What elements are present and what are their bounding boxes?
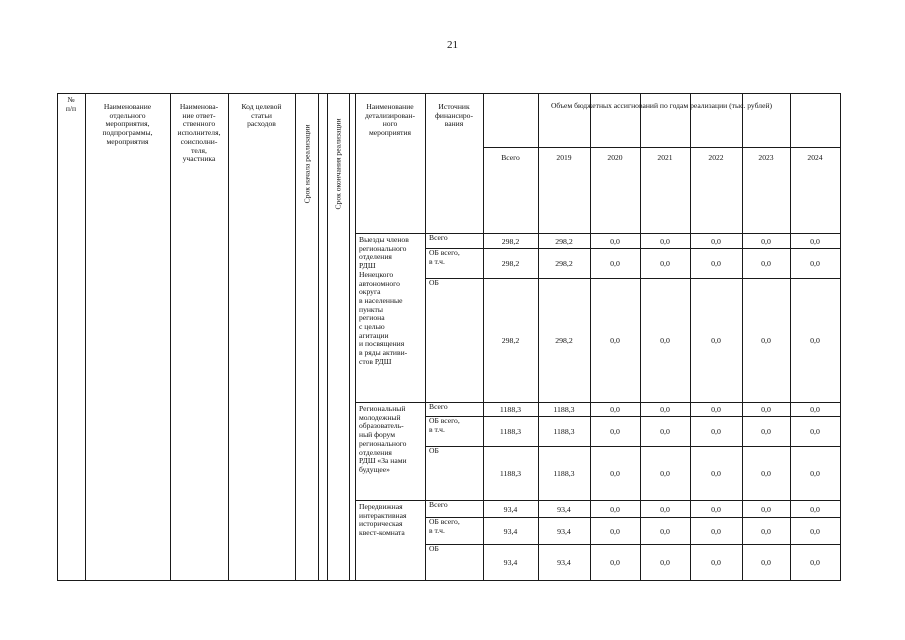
table-column-border — [57, 93, 58, 581]
budget-value: 1188,3 — [553, 427, 575, 436]
measure-name: РДШ «За нами — [359, 456, 407, 466]
measure-name: в ряды активи- — [359, 348, 408, 358]
measure-name: квест-комната — [359, 528, 405, 538]
table-row-border — [425, 446, 841, 447]
budget-value: 0,0 — [610, 526, 620, 536]
budget-value: 0,0 — [810, 504, 820, 514]
budget-value: 0,0 — [711, 469, 721, 478]
budget-value: 93,4 — [503, 504, 518, 514]
header-funding-source: финансиро- — [434, 110, 474, 120]
budget-value: 93,4 — [557, 558, 571, 567]
budget-value: 0,0 — [660, 469, 670, 478]
budget-value: 0,0 — [761, 526, 771, 536]
table-row-border — [57, 580, 841, 581]
table-row-border — [483, 147, 841, 148]
budget-value: 0,0 — [610, 336, 620, 345]
header-responsible: теля, — [191, 145, 207, 155]
measure-name: отделения — [359, 447, 392, 457]
budget-value: 0,0 — [810, 469, 820, 478]
measure-name: пункты — [359, 304, 383, 314]
budget-value: 298,2 — [501, 336, 520, 345]
budget-value: 0,0 — [660, 427, 670, 436]
budget-value: 0,0 — [711, 405, 721, 414]
table-row-border — [355, 500, 841, 501]
budget-value: 298,2 — [501, 259, 520, 268]
table-column-border — [295, 93, 296, 581]
header-detail-name: детализирован- — [364, 110, 416, 120]
header-responsible: участника — [182, 154, 216, 164]
funding-source: в т.ч. — [429, 424, 445, 434]
budget-value: 0,0 — [761, 259, 771, 268]
budget-value: 0,0 — [761, 405, 771, 414]
table-row-border — [425, 544, 841, 545]
budget-value: 93,4 — [557, 526, 571, 536]
page-number: 21 — [447, 39, 458, 51]
header-year: Всего — [501, 153, 520, 162]
funding-source: в т.ч. — [429, 256, 445, 266]
budget-value: 0,0 — [610, 427, 620, 436]
budget-value: 1188,3 — [499, 405, 522, 414]
funding-source: Всего — [429, 402, 448, 411]
table-row-border — [355, 402, 841, 403]
funding-source: Всего — [429, 233, 448, 242]
budget-value: 0,0 — [761, 558, 771, 567]
budget-value: 0,0 — [610, 558, 620, 567]
header-measure-name: мероприятия — [106, 136, 149, 146]
budget-value: 0,0 — [610, 236, 620, 246]
budget-value: 0,0 — [810, 236, 820, 246]
measure-name: ный форум — [359, 430, 396, 440]
funding-source: ОБ — [429, 446, 439, 455]
budget-value: 0,0 — [810, 427, 820, 436]
budget-value: 0,0 — [660, 526, 670, 536]
budget-value: 1188,3 — [553, 469, 575, 478]
budget-value: 0,0 — [810, 405, 820, 414]
table-row-border — [425, 248, 841, 249]
budget-value: 0,0 — [660, 259, 670, 268]
budget-value: 93,4 — [503, 526, 518, 536]
measure-name: Передвижная — [359, 502, 403, 511]
header-responsible: соисполни- — [180, 136, 218, 146]
budget-value: 1188,3 — [499, 427, 522, 436]
budget-value: 0,0 — [660, 236, 670, 246]
header-year: 2019 — [556, 153, 572, 162]
measure-name: молодежный — [359, 412, 401, 422]
budget-value: 0,0 — [711, 236, 721, 246]
funding-source: ОБ всего, — [429, 248, 460, 257]
budget-value: 0,0 — [761, 236, 771, 246]
table-column-border — [170, 93, 171, 581]
measure-name: округа — [359, 287, 381, 297]
measure-name: историческая — [359, 519, 403, 529]
table-column-border — [85, 93, 86, 581]
budget-value: 0,0 — [711, 336, 721, 345]
budget-value: 0,0 — [761, 504, 771, 514]
header-target-code: расходов — [247, 119, 276, 129]
table-row-border — [425, 278, 841, 279]
header-target-code: Код целевой — [241, 102, 282, 111]
budget-value: 0,0 — [610, 469, 620, 478]
header-measure-name: Наименование — [103, 102, 152, 111]
measure-name: автономного — [359, 278, 400, 288]
budget-value: 0,0 — [711, 558, 721, 567]
measure-name: образователь- — [359, 421, 404, 431]
budget-value: 93,4 — [503, 558, 518, 567]
header-no: п/п — [65, 103, 77, 113]
budget-value: 0,0 — [610, 504, 620, 514]
budget-value: 0,0 — [660, 504, 670, 514]
header-responsible: Наименова- — [179, 102, 219, 111]
funding-source: ОБ — [429, 544, 439, 553]
header-end-date: Срок окончания реализации — [333, 118, 343, 210]
budget-value: 0,0 — [810, 558, 820, 567]
funding-source: в т.ч. — [429, 525, 445, 535]
budget-value: 298,2 — [555, 236, 573, 246]
header-year: 2023 — [758, 153, 774, 162]
table-column-border — [318, 93, 319, 581]
measure-name: в населенные — [359, 295, 403, 305]
header-year: 2022 — [708, 153, 724, 162]
header-detail-name: ного — [382, 119, 398, 129]
measure-name: Ненецкого — [359, 269, 394, 279]
header-no: № — [67, 95, 75, 104]
table-column-border — [355, 93, 356, 581]
header-measure-name: отдельного — [109, 110, 146, 120]
table-column-border — [349, 93, 350, 581]
budget-value: 0,0 — [711, 504, 721, 514]
budget-value: 0,0 — [610, 405, 620, 414]
budget-value: 298,2 — [555, 259, 573, 268]
budget-value: 0,0 — [711, 427, 721, 436]
table-row-border — [355, 233, 841, 234]
measure-name: интерактивная — [359, 510, 407, 520]
funding-source: ОБ всего, — [429, 517, 460, 526]
budget-value: 0,0 — [711, 526, 721, 536]
budget-value: 0,0 — [610, 259, 620, 268]
measure-name: региона — [359, 313, 385, 323]
measure-name: РДШ — [359, 261, 376, 271]
budget-value: 298,2 — [555, 336, 573, 345]
header-funding-source: вания — [444, 119, 464, 129]
measure-name: Региональный — [359, 404, 406, 413]
funding-source: ОБ всего, — [429, 416, 460, 425]
table-row-border — [57, 93, 841, 94]
table-column-border — [425, 93, 426, 581]
measure-name: Выезды членов — [359, 235, 409, 244]
funding-source: ОБ — [429, 278, 439, 287]
budget-value: 0,0 — [761, 469, 771, 478]
measure-name: и посвящения — [359, 339, 405, 349]
table-column-border — [327, 93, 328, 581]
budget-value: 93,4 — [557, 504, 571, 514]
header-year: 2020 — [607, 153, 623, 162]
budget-value: 0,0 — [810, 526, 820, 536]
header-budget-title: Объем бюджетных ассигнований по годам реализации (тыс. рублей) — [550, 101, 773, 110]
measure-name: агитации — [359, 330, 389, 340]
header-funding-source: Источник — [438, 102, 470, 111]
measure-name: будущее» — [359, 464, 390, 474]
table-column-border — [840, 93, 841, 581]
measure-name: отделения — [359, 252, 392, 262]
funding-source: Всего — [429, 500, 448, 509]
budget-value: 1188,3 — [499, 469, 522, 478]
budget-value: 0,0 — [711, 259, 721, 268]
table-row-border — [425, 416, 841, 417]
measure-name: регионального — [359, 243, 407, 253]
budget-value: 0,0 — [810, 336, 820, 345]
header-detail-name: Наименование — [366, 102, 414, 111]
header-year: 2024 — [807, 153, 823, 162]
budget-value: 0,0 — [660, 405, 670, 414]
budget-value: 1188,3 — [553, 405, 575, 414]
budget-value: 298,2 — [501, 236, 520, 246]
header-responsible: ние ответ- — [182, 110, 216, 120]
header-start-date: Срок начала реализации — [302, 124, 312, 204]
measure-name: регионального — [359, 438, 407, 448]
measure-name: стов РДШ — [359, 356, 392, 366]
budget-value: 0,0 — [761, 427, 771, 436]
table-row-border — [425, 517, 841, 518]
budget-value: 0,0 — [761, 336, 771, 345]
measure-name: с целью — [359, 322, 385, 331]
header-year: 2021 — [657, 153, 673, 162]
header-detail-name: мероприятия — [368, 128, 412, 138]
budget-value: 0,0 — [660, 336, 670, 345]
header-responsible: исполнителя, — [177, 128, 221, 138]
table-column-border — [228, 93, 229, 581]
header-measure-name: подпрограммы, — [102, 128, 153, 138]
budget-value: 0,0 — [660, 558, 670, 567]
header-responsible: ственного — [182, 119, 216, 129]
budget-value: 0,0 — [810, 259, 820, 268]
header-target-code: статьи — [251, 110, 272, 120]
header-measure-name: мероприятия, — [105, 119, 150, 129]
